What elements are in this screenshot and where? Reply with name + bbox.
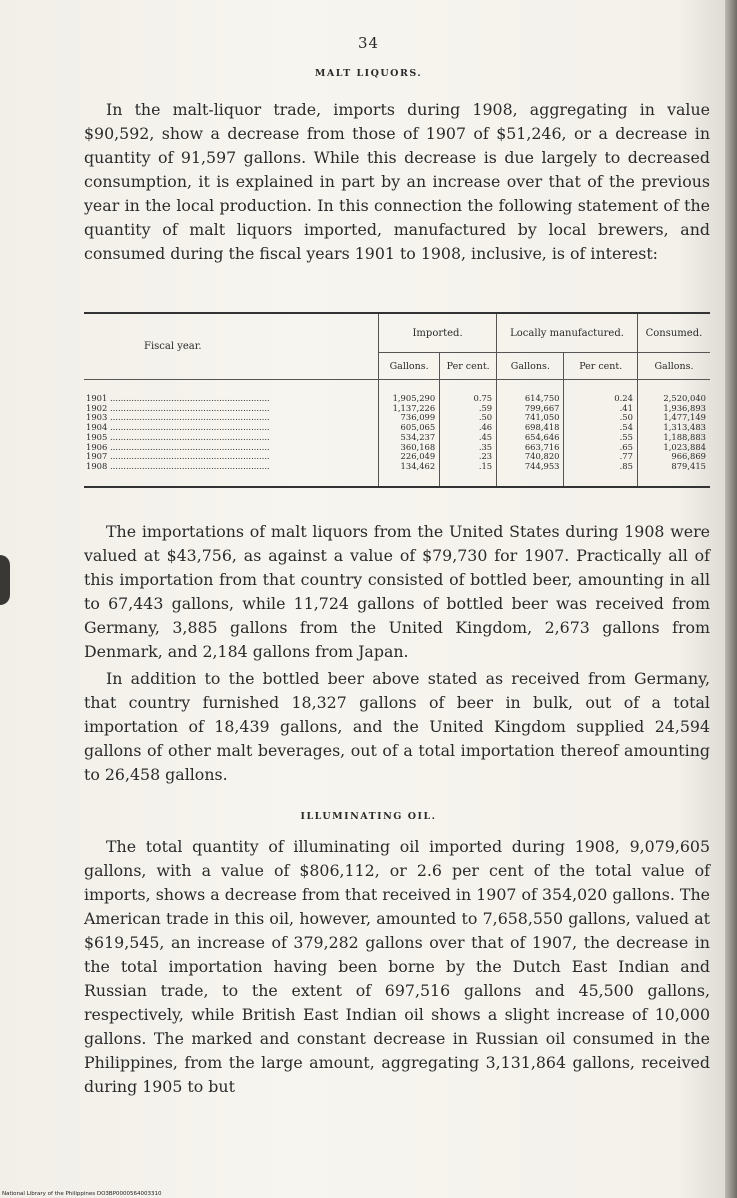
table-row: 1903 ............................................................ 736,099 .50 741,050 .50 1,477,149 — [84, 413, 710, 423]
section-heading-illuminating-oil: ILLUMINATING OIL. — [300, 811, 437, 822]
paragraph-bulk-beer: In addition to the bottled beer above stated as received from Germany, that country furnished 18,327 gallons of beer in bulk, out of a total importation of 18,439 gallons, and the United Kingdom supplied 24,594 gallons of other malt beverages, out of a total importation thereof amounting to 26,458 gallons. — [84, 669, 710, 784]
table-row: 1904 ............................................................ 605,065 .46 698,418 .54 1,313,483 — [84, 423, 710, 433]
sub-consumed-gallons: Gallons. — [637, 353, 710, 380]
sub-imported-percent: Per cent. — [440, 353, 497, 380]
group-consumed: Consumed. — [637, 313, 710, 353]
table-row: 1907 ............................................................ 226,049 .23 740,820 .77 966,869 — [84, 452, 710, 462]
paragraph-illuminating-oil: The total quantity of illuminating oil imported during 1908, 9,079,605 gallons, with a value of $806,112, or 2.6 per cent of the total value of imports, shows a decrease from that received in 1907 of 354,020 gallons. The American trade in this oil, however, amounted to 7,658,550 gallons, valued at $619,545, an increase of 379,282 gallons over that of 1907, the decrease in the total importation having been borne by the Dutch East Indian and Russian trade, to the extent of 697,516 gallons and 45,500 gallons, respectively, while British East Indian oil shows a slight increase of 10,000 gallons. The marked and constant decrease in Russian oil consumed in the Philippines, from the large amount, aggregating 3,131,864 gallons, received during 1905 to but — [84, 837, 710, 1096]
page-edge-shadow — [725, 0, 737, 1198]
table-row: 1906 ............................................................ 360,168 .35 663,716 .65 1,023,884 — [84, 443, 710, 453]
group-imported: Imported. — [379, 313, 497, 353]
scan-artifact — [0, 555, 10, 605]
sub-imported-gallons: Gallons. — [379, 353, 440, 380]
table-row: 1908 ............................................................ 134,462 .15 744,953 .85 879,415 — [84, 462, 710, 487]
table-row: 1905 ............................................................ 534,237 .45 654,646 .55 1,188,883 — [84, 433, 710, 443]
paragraph-malt-intro: In the malt-liquor trade, imports during 1908, aggregating in value $90,592, show a decrease from those of 1907 of $51,246, or a decrease in quantity of 91,597 gallons. While this decrease is due largely to decreased consumption, it is explained in part by an increase over that of the previous year in the local production. In this connection the following statement of the quantity of malt liquors imported, manufactured by local brewers, and consumed during the fiscal years 1901 to 1908, inclusive, is of interest: — [84, 100, 710, 263]
malt-liquor-table — [84, 312, 710, 488]
page-number: 34 — [357, 34, 380, 52]
sub-local-gallons: Gallons. — [497, 353, 564, 380]
scan-footer: National Library of the Philippines DO3BP0000564003310 — [2, 1191, 162, 1197]
paragraph-us-imports: The importations of malt liquors from the United States during 1908 were valued at $43,756, as against a value of $79,730 for 1907. Practically all of this importation from that country consisted of bottled beer, amounting in all to 67,443 gallons, while 11,724 gallons of bottled beer was received from Germany, 3,885 gallons from the United Kingdom, 2,673 gallons from Denmark, and 2,184 gallons from Japan. — [84, 522, 710, 661]
table-row: 1902 ............................................................ 1,137,226 .59 799,667 .41 1,936,893 — [84, 404, 710, 414]
col-fiscal-year: Fiscal year. — [84, 313, 379, 380]
group-locally-manufactured: Locally manufactured. — [497, 313, 638, 353]
sub-local-percent: Per cent. — [564, 353, 637, 380]
table-row: 1901 ............................................................ 1,905,290 0.75 614,750 0.24 2,520,040 — [84, 380, 710, 404]
section-heading-malt-liquors: MALT LIQUORS. — [314, 68, 423, 79]
